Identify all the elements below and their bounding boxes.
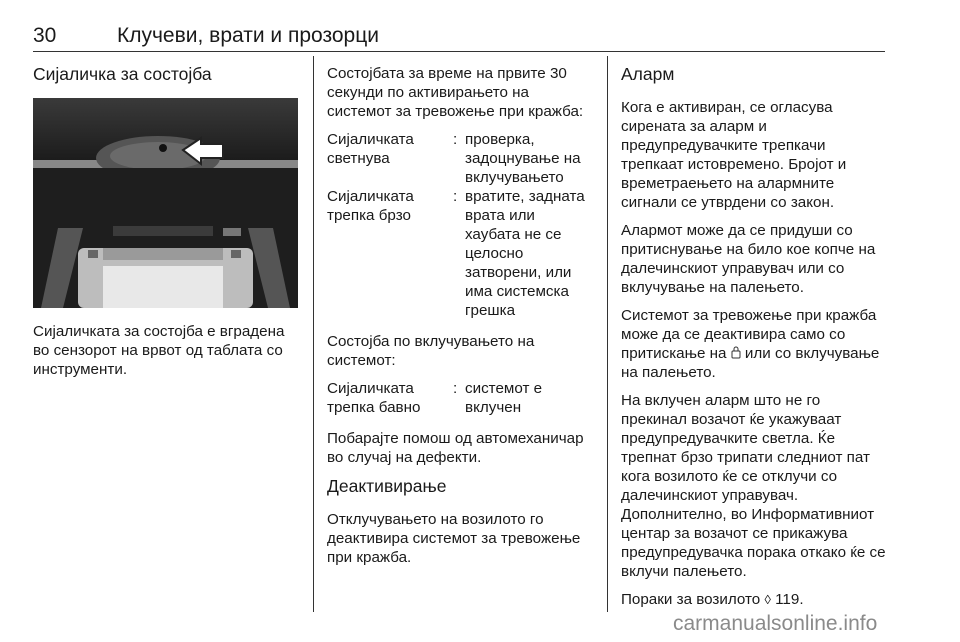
column-3 [621, 64, 889, 618]
table-cell-state: Сијаличката трепка бавно [327, 380, 421, 416]
dashboard-sensor-photo [33, 98, 298, 308]
table-colon: : [453, 188, 458, 205]
intro-paragraph-2: Состојба по вклучувањето на системот: [327, 333, 535, 369]
watermark: carmanualsonline.info [673, 612, 878, 635]
alarm-paragraph-4: На вклучен аларм што не го прекинал возачот ќе укажуваат предупредувачките светла. Ќе трепнат брзо трипати следниот пат кога возилото ќе се отклучи со далечинскиот управувач. Дополнително, во Информативниот центар за возачот се прикажува предупредувачка порака откако ќе се вклучи палењето. [621, 392, 886, 580]
table-cell-meaning: системот е вклучен [465, 380, 543, 416]
chapter-title: Клучеви, врати и прозорци [117, 24, 379, 47]
table-cell-meaning: проверка, задоцнување на вклучувањето [465, 131, 581, 186]
photo-caption: Сијаличката за состојба е вградена во сензорот на врвот од таблата со инструменти. [33, 323, 285, 378]
deactivation-paragraph: Отклучувањето на возилото го деактивира системот за тревожење при кражба. [327, 511, 581, 566]
table-colon: : [453, 380, 458, 397]
table-cell-state: Сијаличката светнува [327, 131, 414, 167]
table-cell-state: Сијаличката трепка брзо [327, 188, 414, 224]
alarm-paragraph-3-end: или со вклучување на палењето. [621, 345, 880, 381]
status-table-2 [327, 379, 593, 417]
table-cell-meaning: вратите, задната врата или хаубата не се целосно затворени, или има системска грешка [465, 188, 585, 319]
table-colon: : [453, 131, 458, 148]
page-header [33, 24, 885, 54]
page-number: 30 [33, 24, 57, 47]
column-divider-2 [607, 56, 608, 612]
header-rule [33, 51, 885, 52]
reference-arrow-icon: ◊ [764, 592, 771, 607]
lock-icon [731, 345, 741, 359]
advice-paragraph: Побарајте помош од автомеханичар во случај на дефекти. [327, 430, 584, 466]
alarm-paragraph-3 [621, 306, 889, 382]
intro-paragraph: Состојбата за време на првите 30 секунди по активирањето на системот за тревожење при кражба: [327, 65, 584, 120]
reference-text: Пораки за возилото [621, 591, 765, 608]
reference-page: 119. [770, 591, 804, 608]
alarm-paragraph-5 [621, 590, 889, 609]
section-heading-deactivation: Деактивирање [327, 476, 447, 496]
column-1 [33, 64, 301, 388]
section-heading-alarm: Аларм [621, 64, 675, 84]
column-2 [327, 64, 593, 576]
alarm-paragraph-1: Кога е активиран, се огласува сирената за аларм и предупредувачките трепкачи трепкаат истовремено. Бројот и времетраењето на алармните сигнали се утврдени со закон. [621, 99, 847, 211]
section-heading-status-lamp: Сијаличка за состојба [33, 64, 212, 84]
alarm-paragraph-2: Алармот може да се придуши со притиснување на било кое копче на далечинскиот управувач или со вклучување на палењето. [621, 222, 876, 296]
column-divider-1 [313, 56, 314, 612]
status-table-1 [327, 130, 593, 320]
alarm-paragraph-3-start: Системот за тревожење при кражба може да се деактивира само со притискање на [621, 307, 877, 362]
